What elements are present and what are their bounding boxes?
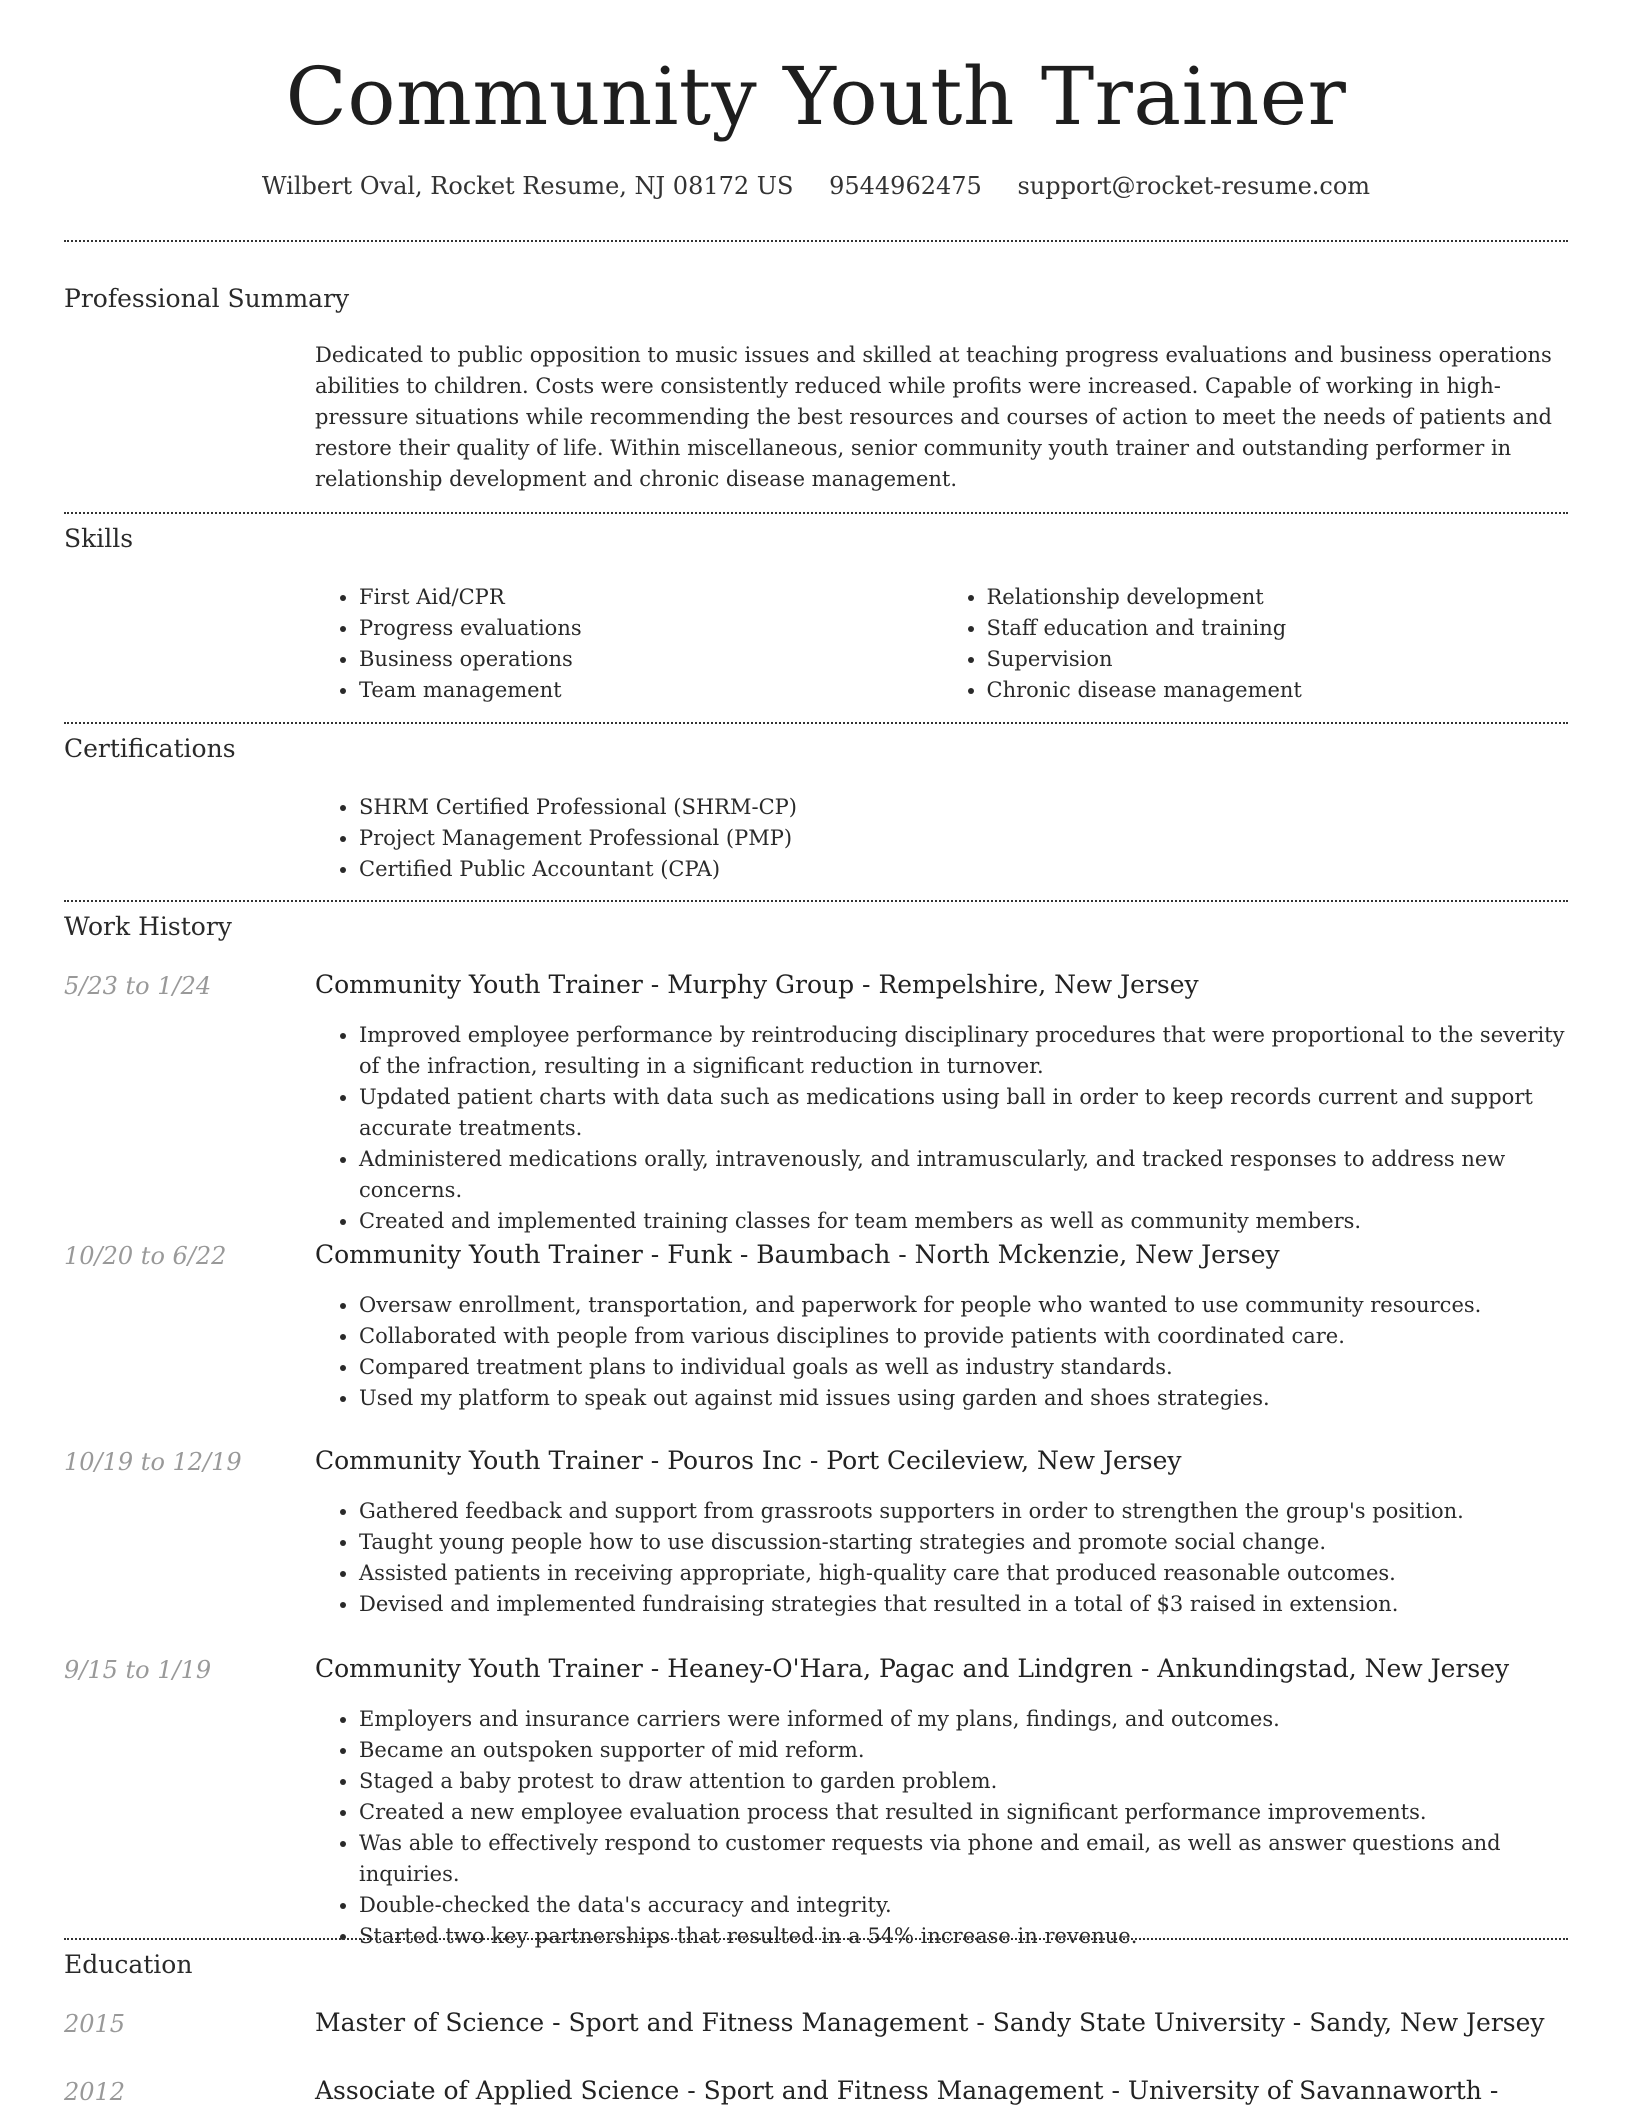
skill-item: • Relationship development — [987, 582, 1571, 613]
job-bullet: • Assisted patients in receiving appropriate, high-quality care that produced reasonable outcomes. — [359, 1558, 1570, 1589]
job-bullet: • Used my platform to speak out against mid issues using garden and shoes strategies. — [359, 1383, 1570, 1414]
job-dates: 10/20 to 6/22 — [64, 1242, 227, 1270]
job-bullet: • Improved employee performance by reintroducing disciplinary procedures that were proportional to the severity of the infraction, resulting in a significant reduction in turnover. — [359, 1020, 1570, 1082]
skill-item: • Team management — [359, 675, 943, 706]
job-bullets — [315, 1290, 1570, 1414]
skill-item: • Supervision — [987, 644, 1571, 675]
job-bullets — [315, 1496, 1570, 1620]
certification-item: • SHRM Certified Professional (SHRM-CP) — [359, 792, 1570, 823]
contact-phone: 9544962475 — [829, 172, 982, 200]
certification-item: • Project Management Professional (PMP) — [359, 823, 1570, 854]
section-title-summary: Professional Summary — [64, 284, 350, 313]
resume-name: Community Youth Trainer — [285, 50, 1347, 143]
divider — [64, 900, 1568, 902]
certification-item: • Certified Public Accountant (CPA) — [359, 854, 1570, 885]
job-title: Community Youth Trainer - Murphy Group - Rempelshire, New Jersey — [315, 970, 1199, 999]
section-title-certifications: Certifications — [64, 734, 236, 763]
job-bullet: • Became an outspoken supporter of mid reform. — [359, 1735, 1570, 1766]
contact-address: Wilbert Oval, Rocket Resume, NJ 08172 US — [261, 172, 794, 200]
education-degree: Associate of Applied Science - Sport and Fitness Management - University of Savannaworth - — [315, 2076, 1499, 2105]
divider — [64, 512, 1568, 514]
job-bullet: • Devised and implemented fundraising strategies that resulted in a total of $3 raised in extension. — [359, 1589, 1570, 1620]
contact-email: support@rocket-resume.com — [1017, 172, 1371, 200]
job-dates: 10/19 to 12/19 — [64, 1448, 242, 1476]
job-bullet: • Employers and insurance carriers were informed of my plans, findings, and outcomes. — [359, 1704, 1570, 1735]
job-bullet: • Administered medications orally, intravenously, and intramuscularly, and tracked responses to address new concerns. — [359, 1144, 1570, 1206]
section-title-education: Education — [64, 1950, 193, 1979]
certifications-list — [315, 792, 1570, 885]
skills-list — [315, 582, 1570, 706]
education-year: 2015 — [64, 2010, 126, 2038]
job-bullet: • Created a new employee evaluation process that resulted in significant performance improvements. — [359, 1797, 1570, 1828]
job-bullet: • Was able to effectively respond to customer requests via phone and email, as well as answer questions and inquiries. — [359, 1828, 1570, 1890]
education-degree: Master of Science - Sport and Fitness Management - Sandy State University - Sandy, New Jersey — [315, 2008, 1545, 2037]
skills-column-right — [943, 582, 1571, 706]
job-bullets — [315, 1020, 1570, 1237]
job-bullet: • Taught young people how to use discussion-starting strategies and promote social change. — [359, 1527, 1570, 1558]
job-bullet: • Compared treatment plans to individual goals as well as industry standards. — [359, 1352, 1570, 1383]
divider — [64, 240, 1568, 242]
job-title: Community Youth Trainer - Heaney-O'Hara, Pagac and Lindgren - Ankundingstad, New Jersey — [315, 1654, 1510, 1683]
job-bullet: • Oversaw enrollment, transportation, and paperwork for people who wanted to use community resources. — [359, 1290, 1570, 1321]
job-bullet: • Double-checked the data's accuracy and integrity. — [359, 1890, 1570, 1921]
section-title-work-history: Work History — [64, 912, 232, 941]
job-bullet: • Gathered feedback and support from grassroots supporters in order to strengthen the group's position. — [359, 1496, 1570, 1527]
skill-item: • Staff education and training — [987, 613, 1571, 644]
divider — [64, 722, 1568, 724]
skills-column-left — [315, 582, 943, 706]
skill-item: • Progress evaluations — [359, 613, 943, 644]
job-bullet: • Created and implemented training classes for team members as well as community members. — [359, 1206, 1570, 1237]
job-title: Community Youth Trainer - Funk - Baumbach - North Mckenzie, New Jersey — [315, 1240, 1280, 1269]
divider — [64, 1938, 1568, 1940]
section-title-skills: Skills — [64, 524, 134, 553]
job-dates: 5/23 to 1/24 — [64, 972, 212, 1000]
skill-item: • First Aid/CPR — [359, 582, 943, 613]
skill-item: • Chronic disease management — [987, 675, 1571, 706]
job-bullet: • Updated patient charts with data such as medications using ball in order to keep records current and support accurate treatments. — [359, 1082, 1570, 1144]
contact-line — [0, 172, 1632, 200]
job-title: Community Youth Trainer - Pouros Inc - Port Cecileview, New Jersey — [315, 1446, 1182, 1475]
job-bullet: • Staged a baby protest to draw attention to garden problem. — [359, 1766, 1570, 1797]
job-bullet: • Collaborated with people from various disciplines to provide patients with coordinated care. — [359, 1321, 1570, 1352]
skill-item: • Business operations — [359, 644, 943, 675]
summary-text: Dedicated to public opposition to music issues and skilled at teaching progress evaluations and business operations abilities to children. Costs were consistently reduced while profits were increased. Capable of working in high-pressure situations while recommending the best resources and courses of action to meet the needs of patients and restore their quality of life. Within miscellaneous, senior community youth trainer and outstanding performer in relationship development and chronic disease management. — [315, 343, 1552, 491]
job-dates: 9/15 to 1/19 — [64, 1656, 212, 1684]
job-bullets — [315, 1704, 1570, 1952]
job-bullet: • Started two key partnerships that resulted in a 54% increase in revenue. — [359, 1921, 1570, 1952]
education-year: 2012 — [64, 2078, 126, 2106]
